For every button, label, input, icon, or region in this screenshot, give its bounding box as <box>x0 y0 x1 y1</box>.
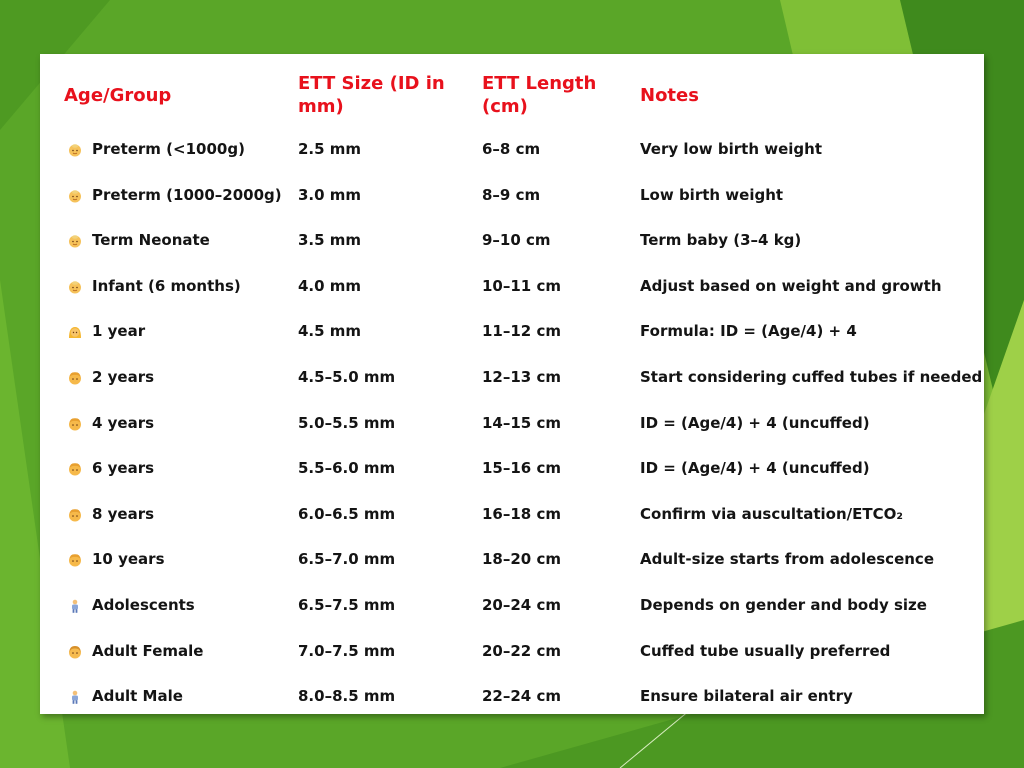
ett-size-cell: 6.5–7.0 mm <box>298 550 396 569</box>
child-face-icon <box>68 507 81 521</box>
ett-length-cell: 22–24 cm <box>482 687 561 706</box>
ett-length-cell: 15–16 cm <box>482 459 561 478</box>
header-ett-length: ETT Length (cm) <box>482 73 597 117</box>
baby-face-icon <box>68 279 81 293</box>
age-cell: Adult Female <box>92 641 204 660</box>
age-cell: 4 years <box>92 413 155 432</box>
ett-size-cell: 6.5–7.5 mm <box>298 596 396 614</box>
notes-cell: Adult-size starts from adolescence <box>640 550 934 569</box>
baby-face-icon <box>68 233 81 247</box>
age-cell: 8 years <box>92 504 155 523</box>
notes-cell: Term baby (3–4 kg) <box>640 231 802 250</box>
age-cell: 1 year <box>92 322 146 341</box>
ett-length-cell: 18–20 cm <box>482 550 561 569</box>
age-cell: Adult Male <box>92 687 183 706</box>
ett-size-table <box>40 54 984 714</box>
ett-length-cell: 20–24 cm <box>482 596 561 614</box>
ett-length-cell: 14–15 cm <box>482 413 561 432</box>
toddler-icon <box>68 324 81 338</box>
ett-length-cell: 16–18 cm <box>482 504 561 523</box>
person-standing-icon <box>68 689 81 703</box>
child-face-icon <box>68 552 81 566</box>
age-cell: Preterm (1000–2000g) <box>92 185 282 204</box>
header-notes: Notes <box>640 85 699 106</box>
age-cell: Term Neonate <box>92 231 210 250</box>
ett-length-cell: 12–13 cm <box>482 368 561 386</box>
ett-length-cell: 9–10 cm <box>482 231 551 250</box>
ett-size-cell: 4.5 mm <box>298 322 362 341</box>
notes-cell: Adjust based on weight and growth <box>640 276 942 295</box>
notes-cell: ID = (Age/4) + 4 (uncuffed) <box>640 459 870 478</box>
ett-size-cell: 3.5 mm <box>298 231 362 250</box>
notes-cell: Low birth weight <box>640 185 784 204</box>
ett-length-cell: 10–11 cm <box>482 276 561 295</box>
notes-cell: Confirm via auscultation/ETCO₂ <box>640 504 903 523</box>
baby-face-icon <box>68 188 81 202</box>
notes-cell: Ensure bilateral air entry <box>640 687 853 706</box>
ett-length-cell: 11–12 cm <box>482 322 561 341</box>
ett-size-cell: 8.0–8.5 mm <box>298 687 396 706</box>
notes-cell: Cuffed tube usually preferred <box>640 641 891 660</box>
adult-face-icon <box>68 644 81 658</box>
age-cell: 10 years <box>92 550 165 569</box>
child-face-icon <box>68 461 81 475</box>
ett-length-cell: 20–22 cm <box>482 641 561 660</box>
notes-cell: Very low birth weight <box>640 140 822 158</box>
person-standing-icon <box>68 598 81 612</box>
notes-cell: ID = (Age/4) + 4 (uncuffed) <box>640 413 870 432</box>
ett-size-cell: 6.0–6.5 mm <box>298 504 396 523</box>
ett-size-cell: 5.5–6.0 mm <box>298 459 396 478</box>
child-face-icon <box>68 370 81 384</box>
notes-cell: Start considering cuffed tubes if needed <box>640 368 983 386</box>
ett-size-cell: 4.0 mm <box>298 276 362 295</box>
age-cell: Infant (6 months) <box>92 276 241 295</box>
ett-size-cell: 3.0 mm <box>298 185 362 204</box>
ett-size-cell: 7.0–7.5 mm <box>298 641 396 660</box>
age-cell: 2 years <box>92 368 155 386</box>
ett-length-cell: 8–9 cm <box>482 185 541 204</box>
child-face-icon <box>68 416 81 430</box>
ett-size-cell: 2.5 mm <box>298 140 362 158</box>
ett-size-cell: 5.0–5.5 mm <box>298 413 396 432</box>
header-age-group: Age/Group <box>64 85 172 106</box>
age-cell: 6 years <box>92 459 155 478</box>
notes-cell: Formula: ID = (Age/4) + 4 <box>640 322 857 341</box>
ett-length-cell: 6–8 cm <box>482 140 541 158</box>
notes-cell: Depends on gender and body size <box>640 596 927 614</box>
baby-face-icon <box>68 142 81 156</box>
ett-size-cell: 4.5–5.0 mm <box>298 368 396 386</box>
header-ett-size: ETT Size (ID in mm) <box>298 73 445 117</box>
age-cell: Adolescents <box>92 596 195 614</box>
age-cell: Preterm (<1000g) <box>92 140 245 158</box>
